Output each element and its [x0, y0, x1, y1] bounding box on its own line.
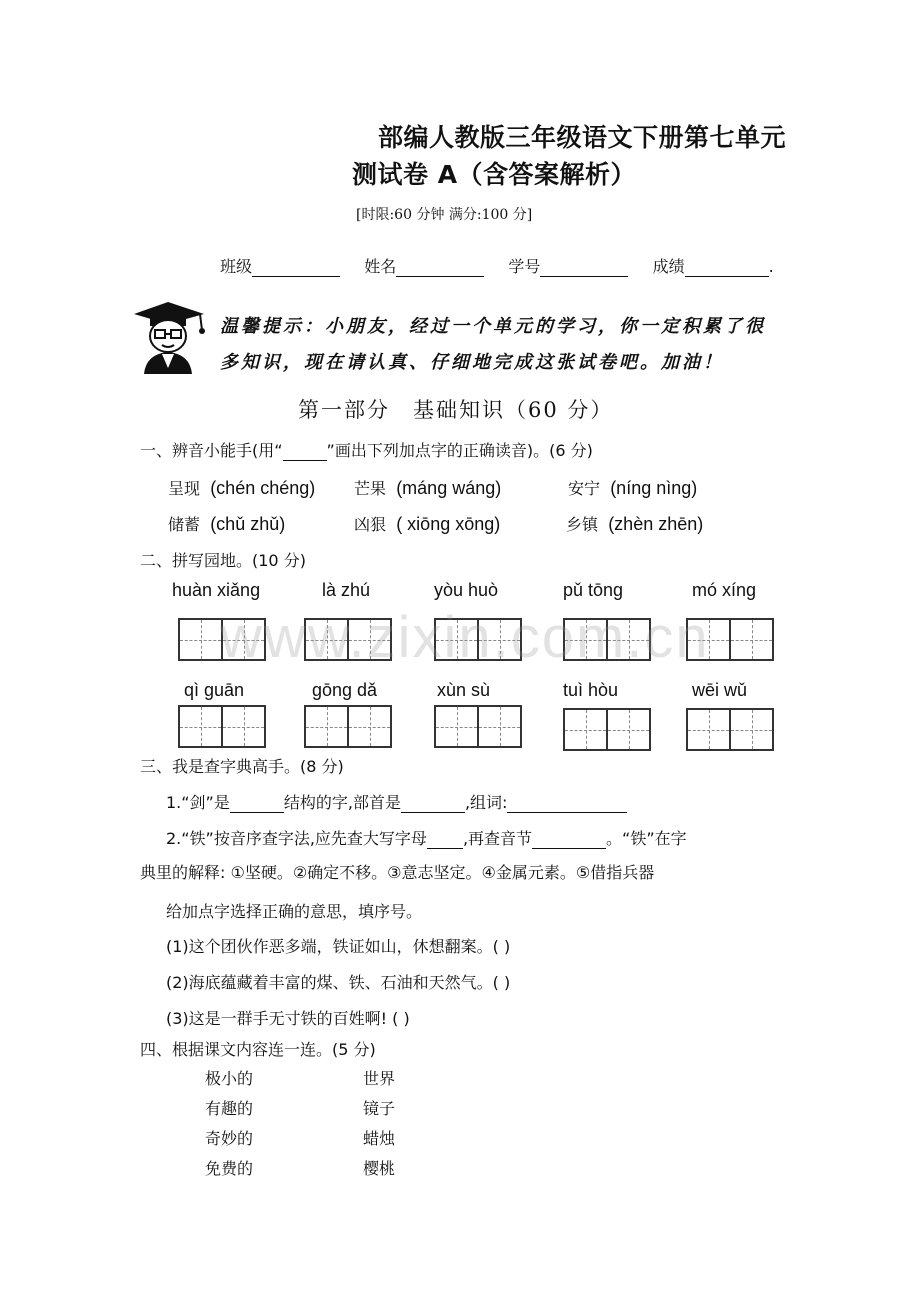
- q4-left-item[interactable]: 免费的: [205, 1159, 254, 1178]
- writing-grid[interactable]: [178, 705, 266, 748]
- q2-pinyin: qì guān: [184, 680, 245, 700]
- q4-left-item[interactable]: 有趣的: [205, 1099, 254, 1118]
- q2-pinyin: gōng dǎ: [312, 680, 378, 700]
- q1-item: 安宁 (níng nìng): [568, 478, 698, 498]
- q1-item: 乡镇 (zhèn zhēn): [566, 514, 704, 534]
- q3-heading: 三、我是查字典高手。(8 分): [140, 757, 344, 776]
- q3-sub-item: (1)这个团伙作恶多端，铁证如山，休想翻案。( ): [166, 937, 511, 956]
- writing-grid[interactable]: [563, 708, 651, 751]
- q2-pinyin: pǔ tōng: [563, 580, 624, 600]
- field-class-label: 班级: [220, 257, 253, 276]
- fields-end-dot: .: [768, 257, 774, 276]
- q2-pinyin: wēi wǔ: [692, 680, 748, 700]
- field-class-blank[interactable]: [252, 258, 340, 277]
- q1-underline-sample: [283, 442, 327, 461]
- field-number-blank[interactable]: [540, 258, 628, 277]
- q1-item: 储蓄 (chǔ zhǔ): [168, 514, 286, 534]
- q1-heading-post: ”画出下列加点字的正确读音)。(6 分): [326, 441, 593, 460]
- q4-right-item[interactable]: 镜子: [363, 1099, 396, 1118]
- q1-heading-pre: 一、辨音小能手(用“: [140, 441, 283, 460]
- q2-pinyin: tuì hòu: [563, 680, 619, 700]
- tip-line-1: 温馨提示：小朋友，经过一个单元的学习，你一定积累了很: [220, 316, 766, 337]
- q2-pinyin: huàn xiǎng: [172, 580, 261, 600]
- q1-item: 芒果 (máng wáng): [354, 478, 502, 498]
- q2-pinyin: là zhú: [322, 580, 371, 600]
- q4-left-item[interactable]: 奇妙的: [205, 1129, 254, 1148]
- q2-pinyin: mó xíng: [692, 580, 757, 600]
- part-title: 第一部分 基础知识（60 分）: [298, 398, 614, 422]
- q3-sub-item: (3)这是一群手无寸铁的百姓啊! ( ): [166, 1009, 410, 1028]
- q3-radical-blank[interactable]: [401, 794, 465, 813]
- q3-s2-line2: 典里的解释: ①坚硬。②确定不移。③意志坚定。④金属元素。⑤借指兵器: [140, 863, 655, 882]
- writing-grid[interactable]: [304, 705, 392, 748]
- q2-pinyin: yòu huò: [434, 580, 499, 600]
- q4-left-item[interactable]: 极小的: [205, 1069, 254, 1088]
- field-name-label: 姓名: [364, 257, 397, 276]
- q3-s2: 2.“铁”按音序查字法,应先查大写字母 ,再查音节 。“铁”在字: [166, 829, 687, 848]
- q3-letter-blank[interactable]: [427, 830, 463, 849]
- q4-right-item[interactable]: 蜡烛: [363, 1129, 396, 1148]
- q1-item: 呈现 (chén chéng): [168, 478, 316, 498]
- q3-word-blank[interactable]: [507, 794, 627, 813]
- field-score-blank[interactable]: [685, 258, 769, 277]
- q2-heading: 二、拼写园地。(10 分): [140, 551, 306, 570]
- time-score-meta: [时限:60 分钟 满分:100 分]: [356, 207, 533, 223]
- graduate-mascot-icon: [128, 298, 208, 374]
- q4-right-item[interactable]: 世界: [363, 1069, 396, 1088]
- writing-grid[interactable]: [686, 708, 774, 751]
- field-name-blank[interactable]: [396, 258, 484, 277]
- q2-pinyin: xùn sù: [437, 680, 491, 700]
- field-score-label: 成绩: [652, 257, 685, 276]
- q3-syllable-blank[interactable]: [532, 830, 606, 849]
- q3-structure-blank[interactable]: [230, 794, 284, 813]
- tip-line-2: 多知识，现在请认真、仔细地完成这张试卷吧。加油！: [220, 352, 724, 373]
- q1-heading: [140, 438, 593, 461]
- field-number-label: 学号: [508, 257, 541, 276]
- watermark: www.zixin.com.cn: [220, 605, 710, 670]
- student-info-fields: [220, 254, 774, 277]
- q3-sub-item: (2)海底蕴藏着丰富的煤、铁、石油和天然气。( ): [166, 973, 511, 992]
- q4-heading: 四、根据课文内容连一连。(5 分): [140, 1040, 376, 1059]
- q1-item: 凶狠 ( xiōng xōng): [354, 514, 501, 534]
- q3-s1: 1.“剑”是 结构的字,部首是 ,组词:: [166, 790, 627, 813]
- q4-right-item[interactable]: 樱桃: [363, 1159, 396, 1178]
- title-line-1: 部编人教版三年级语文下册第七单元: [378, 123, 787, 152]
- writing-grid[interactable]: [434, 705, 522, 748]
- q3-instruction: 给加点字选择正确的意思，填序号。: [166, 902, 423, 921]
- title-line-2: 测试卷 A（含答案解析）: [352, 160, 637, 189]
